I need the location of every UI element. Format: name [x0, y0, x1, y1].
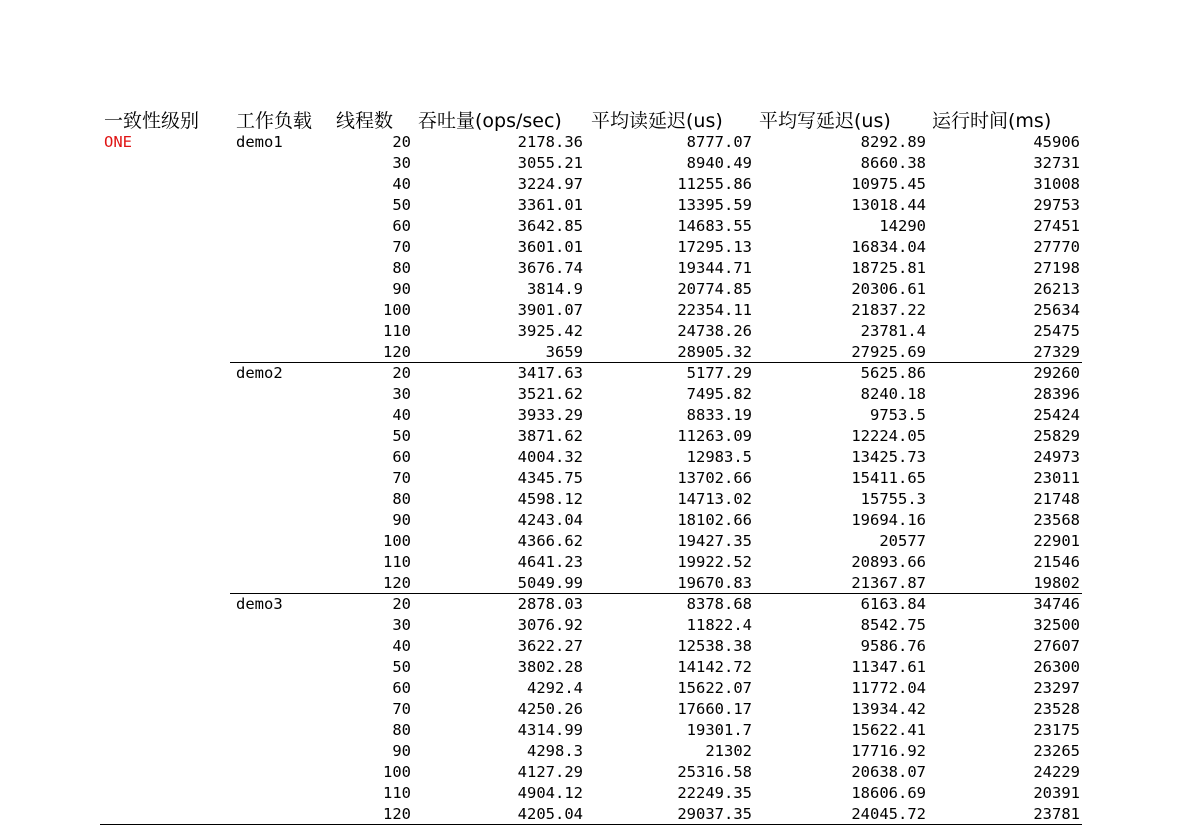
header-workload: 工作负载 [236, 110, 313, 132]
thread-count-cell: 110 [383, 784, 411, 802]
thread-count-cell: 50 [392, 427, 411, 445]
table-row [100, 699, 1090, 720]
table-row [100, 783, 1090, 804]
run-time-cell: 22901 [1033, 532, 1080, 550]
run-time-cell: 21546 [1033, 553, 1080, 571]
throughput-cell: 4250.26 [517, 700, 583, 718]
thread-count-cell: 100 [383, 301, 411, 319]
thread-count-cell: 110 [383, 553, 411, 571]
table-row [100, 447, 1090, 468]
avg-read-latency-cell: 28905.32 [677, 343, 752, 361]
avg-write-latency-cell: 20577 [879, 532, 926, 550]
run-time-cell: 23781 [1033, 805, 1080, 823]
run-time-cell: 26213 [1033, 280, 1080, 298]
avg-read-latency-cell: 19427.35 [677, 532, 752, 550]
throughput-cell: 4904.12 [517, 784, 583, 802]
run-time-cell: 28396 [1033, 385, 1080, 403]
thread-count-cell: 90 [392, 742, 411, 760]
avg-write-latency-cell: 10975.45 [851, 175, 926, 193]
throughput-cell: 3076.92 [517, 616, 583, 634]
throughput-cell: 3925.42 [517, 322, 583, 340]
avg-write-latency-cell: 5625.86 [860, 364, 926, 382]
avg-read-latency-cell: 18102.66 [677, 511, 752, 529]
avg-read-latency-cell: 15622.07 [677, 679, 752, 697]
avg-read-latency-cell: 13395.59 [677, 196, 752, 214]
workload-label: demo3 [236, 595, 283, 613]
avg-write-latency-cell: 8292.89 [860, 133, 926, 151]
avg-read-latency-cell: 29037.35 [677, 805, 752, 823]
run-time-cell: 34746 [1033, 595, 1080, 613]
avg-write-latency-cell: 27925.69 [851, 343, 926, 361]
run-time-cell: 23011 [1033, 469, 1080, 487]
run-time-cell: 32500 [1033, 616, 1080, 634]
throughput-cell: 4598.12 [517, 490, 583, 508]
avg-write-latency-cell: 20638.07 [851, 763, 926, 781]
avg-read-latency-cell: 8378.68 [686, 595, 752, 613]
avg-write-latency-cell: 9586.76 [860, 637, 926, 655]
avg-read-latency-cell: 17295.13 [677, 238, 752, 256]
run-time-cell: 23297 [1033, 679, 1080, 697]
avg-read-latency-cell: 21302 [705, 742, 752, 760]
table-row [100, 216, 1090, 237]
avg-write-latency-cell: 23781.4 [860, 322, 926, 340]
table-row [100, 426, 1090, 447]
thread-count-cell: 70 [392, 469, 411, 487]
avg-read-latency-cell: 19344.71 [677, 259, 752, 277]
header-consistency-level: 一致性级别 [104, 110, 200, 132]
throughput-cell: 4298.3 [527, 742, 583, 760]
throughput-cell: 4127.29 [517, 763, 583, 781]
throughput-cell: 3642.85 [517, 217, 583, 235]
avg-read-latency-cell: 14142.72 [677, 658, 752, 676]
table-row [100, 741, 1090, 762]
avg-read-latency-cell: 8777.07 [686, 133, 752, 151]
thread-count-cell: 20 [392, 595, 411, 613]
thread-count-cell: 80 [392, 721, 411, 739]
run-time-cell: 23528 [1033, 700, 1080, 718]
run-time-cell: 25634 [1033, 301, 1080, 319]
run-time-cell: 24229 [1033, 763, 1080, 781]
thread-count-cell: 120 [383, 805, 411, 823]
header-run-time: 运行时间(ms) [932, 110, 1052, 132]
run-time-cell: 27451 [1033, 217, 1080, 235]
run-time-cell: 26300 [1033, 658, 1080, 676]
throughput-cell: 3659 [545, 343, 583, 361]
table-row [100, 594, 1090, 615]
avg-write-latency-cell: 21367.87 [851, 574, 926, 592]
avg-read-latency-cell: 11263.09 [677, 427, 752, 445]
throughput-cell: 3224.97 [517, 175, 583, 193]
group-divider [100, 824, 1082, 825]
avg-write-latency-cell: 9753.5 [870, 406, 926, 424]
run-time-cell: 29753 [1033, 196, 1080, 214]
thread-count-cell: 30 [392, 616, 411, 634]
avg-read-latency-cell: 11255.86 [677, 175, 752, 193]
avg-read-latency-cell: 24738.26 [677, 322, 752, 340]
throughput-cell: 4292.4 [527, 679, 583, 697]
run-time-cell: 32731 [1033, 154, 1080, 172]
throughput-cell: 3521.62 [517, 385, 583, 403]
table-row [100, 531, 1090, 552]
avg-read-latency-cell: 19301.7 [686, 721, 752, 739]
workload-label: demo2 [236, 364, 283, 382]
thread-count-cell: 70 [392, 238, 411, 256]
thread-count-cell: 90 [392, 280, 411, 298]
run-time-cell: 45906 [1033, 133, 1080, 151]
run-time-cell: 27770 [1033, 238, 1080, 256]
throughput-cell: 3802.28 [517, 658, 583, 676]
throughput-cell: 4641.23 [517, 553, 583, 571]
thread-count-cell: 20 [392, 133, 411, 151]
avg-write-latency-cell: 8660.38 [860, 154, 926, 172]
throughput-cell: 4345.75 [517, 469, 583, 487]
throughput-cell: 3055.21 [517, 154, 583, 172]
avg-read-latency-cell: 7495.82 [686, 385, 752, 403]
thread-count-cell: 40 [392, 175, 411, 193]
thread-count-cell: 100 [383, 763, 411, 781]
run-time-cell: 23265 [1033, 742, 1080, 760]
avg-write-latency-cell: 14290 [879, 217, 926, 235]
thread-count-cell: 40 [392, 637, 411, 655]
run-time-cell: 31008 [1033, 175, 1080, 193]
avg-write-latency-cell: 17716.92 [851, 742, 926, 760]
throughput-cell: 3601.01 [517, 238, 583, 256]
avg-write-latency-cell: 12224.05 [851, 427, 926, 445]
avg-read-latency-cell: 8833.19 [686, 406, 752, 424]
table-row [100, 552, 1090, 573]
throughput-cell: 5049.99 [517, 574, 583, 592]
table-row [100, 153, 1090, 174]
table-row [100, 804, 1090, 825]
thread-count-cell: 50 [392, 658, 411, 676]
avg-write-latency-cell: 6163.84 [860, 595, 926, 613]
run-time-cell: 21748 [1033, 490, 1080, 508]
workload-label: demo1 [236, 133, 283, 151]
table-row [100, 405, 1090, 426]
avg-write-latency-cell: 21837.22 [851, 301, 926, 319]
avg-read-latency-cell: 20774.85 [677, 280, 752, 298]
avg-read-latency-cell: 5177.29 [686, 364, 752, 382]
thread-count-cell: 90 [392, 511, 411, 529]
table-row [100, 258, 1090, 279]
thread-count-cell: 70 [392, 700, 411, 718]
header-throughput: 吞吐量(ops/sec) [418, 110, 562, 132]
throughput-cell: 2178.36 [517, 133, 583, 151]
run-time-cell: 29260 [1033, 364, 1080, 382]
throughput-cell: 4205.04 [517, 805, 583, 823]
avg-read-latency-cell: 22249.35 [677, 784, 752, 802]
avg-read-latency-cell: 19670.83 [677, 574, 752, 592]
throughput-cell: 3361.01 [517, 196, 583, 214]
run-time-cell: 24973 [1033, 448, 1080, 466]
table-row [100, 342, 1090, 363]
header-avg-write-latency: 平均写延迟(us) [759, 110, 891, 132]
thread-count-cell: 30 [392, 154, 411, 172]
throughput-cell: 3901.07 [517, 301, 583, 319]
run-time-cell: 27198 [1033, 259, 1080, 277]
avg-write-latency-cell: 15411.65 [851, 469, 926, 487]
run-time-cell: 27329 [1033, 343, 1080, 361]
table-row [100, 384, 1090, 405]
throughput-cell: 3814.9 [527, 280, 583, 298]
throughput-cell: 3933.29 [517, 406, 583, 424]
avg-write-latency-cell: 24045.72 [851, 805, 926, 823]
thread-count-cell: 120 [383, 343, 411, 361]
thread-count-cell: 60 [392, 448, 411, 466]
throughput-cell: 4366.62 [517, 532, 583, 550]
table-row [100, 132, 1090, 153]
avg-write-latency-cell: 8240.18 [860, 385, 926, 403]
thread-count-cell: 50 [392, 196, 411, 214]
avg-read-latency-cell: 8940.49 [686, 154, 752, 172]
run-time-cell: 25475 [1033, 322, 1080, 340]
avg-read-latency-cell: 11822.4 [686, 616, 752, 634]
table-row [100, 678, 1090, 699]
thread-count-cell: 60 [392, 217, 411, 235]
avg-write-latency-cell: 13018.44 [851, 196, 926, 214]
table-row [100, 615, 1090, 636]
avg-write-latency-cell: 19694.16 [851, 511, 926, 529]
table-row [100, 762, 1090, 783]
avg-read-latency-cell: 13702.66 [677, 469, 752, 487]
throughput-cell: 4314.99 [517, 721, 583, 739]
throughput-cell: 3622.27 [517, 637, 583, 655]
avg-write-latency-cell: 15622.41 [851, 721, 926, 739]
header-avg-read-latency: 平均读延迟(us) [591, 110, 723, 132]
avg-read-latency-cell: 12538.38 [677, 637, 752, 655]
table-row [100, 237, 1090, 258]
throughput-cell: 3417.63 [517, 364, 583, 382]
avg-write-latency-cell: 11772.04 [851, 679, 926, 697]
run-time-cell: 23568 [1033, 511, 1080, 529]
avg-read-latency-cell: 22354.11 [677, 301, 752, 319]
thread-count-cell: 40 [392, 406, 411, 424]
thread-count-cell: 60 [392, 679, 411, 697]
table-row [100, 363, 1090, 384]
throughput-cell: 3676.74 [517, 259, 583, 277]
run-time-cell: 25829 [1033, 427, 1080, 445]
consistency-level-value: ONE [104, 133, 132, 151]
avg-write-latency-cell: 8542.75 [860, 616, 926, 634]
thread-count-cell: 30 [392, 385, 411, 403]
avg-write-latency-cell: 20306.61 [851, 280, 926, 298]
avg-write-latency-cell: 18606.69 [851, 784, 926, 802]
table-row [100, 720, 1090, 741]
thread-count-cell: 120 [383, 574, 411, 592]
avg-write-latency-cell: 13934.42 [851, 700, 926, 718]
header-threads: 线程数 [336, 110, 394, 132]
table-row [100, 510, 1090, 531]
throughput-cell: 2878.03 [517, 595, 583, 613]
avg-write-latency-cell: 20893.66 [851, 553, 926, 571]
thread-count-cell: 110 [383, 322, 411, 340]
avg-write-latency-cell: 15755.3 [860, 490, 926, 508]
table-row [100, 636, 1090, 657]
throughput-cell: 4004.32 [517, 448, 583, 466]
run-time-cell: 20391 [1033, 784, 1080, 802]
table-row [100, 195, 1090, 216]
avg-read-latency-cell: 14713.02 [677, 490, 752, 508]
thread-count-cell: 80 [392, 259, 411, 277]
run-time-cell: 23175 [1033, 721, 1080, 739]
avg-write-latency-cell: 18725.81 [851, 259, 926, 277]
table-row [100, 468, 1090, 489]
throughput-cell: 4243.04 [517, 511, 583, 529]
table-row [100, 174, 1090, 195]
avg-read-latency-cell: 19922.52 [677, 553, 752, 571]
avg-read-latency-cell: 25316.58 [677, 763, 752, 781]
avg-write-latency-cell: 16834.04 [851, 238, 926, 256]
run-time-cell: 27607 [1033, 637, 1080, 655]
avg-write-latency-cell: 11347.61 [851, 658, 926, 676]
thread-count-cell: 20 [392, 364, 411, 382]
thread-count-cell: 100 [383, 532, 411, 550]
table-row [100, 489, 1090, 510]
table-row [100, 279, 1090, 300]
avg-read-latency-cell: 12983.5 [686, 448, 752, 466]
table-row [100, 657, 1090, 678]
run-time-cell: 19802 [1033, 574, 1080, 592]
table-row [100, 321, 1090, 342]
thread-count-cell: 80 [392, 490, 411, 508]
avg-write-latency-cell: 13425.73 [851, 448, 926, 466]
avg-read-latency-cell: 17660.17 [677, 700, 752, 718]
throughput-cell: 3871.62 [517, 427, 583, 445]
run-time-cell: 25424 [1033, 406, 1080, 424]
table-row [100, 300, 1090, 321]
avg-read-latency-cell: 14683.55 [677, 217, 752, 235]
table-row [100, 573, 1090, 594]
